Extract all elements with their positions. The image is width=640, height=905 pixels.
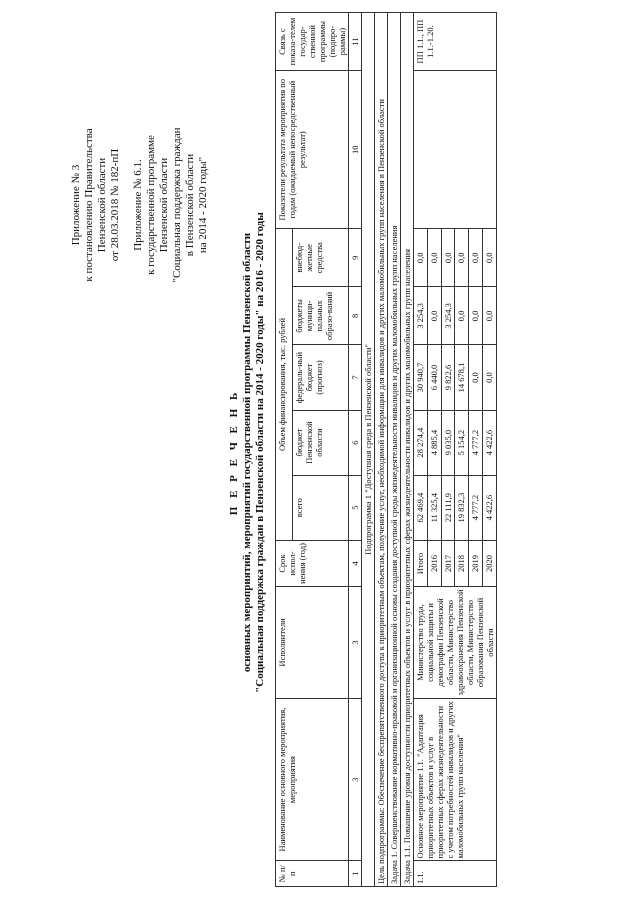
row-federal: 6 440,0 <box>427 345 441 410</box>
row-regional: 4 885,4 <box>427 410 441 475</box>
title-line: "Социальная поддержка граждан в Пензенской области на 2014 - 2020 годы" на 2016 - 2020 годы <box>254 212 266 693</box>
task-row: Задача 1. Совершенствование нормативно-правовой и организационной основы создания доступной среды жизнедеятельности инвалидов и других маломобильных групп населения <box>388 13 401 887</box>
subprogram-row: Подпрограмма 1 "Доступная среда в Пензенской области" <box>362 13 375 887</box>
annex-line: Пензенской области <box>158 157 170 253</box>
header-regional: бюджет Пензенской области <box>292 410 348 475</box>
row-municipal: 0,0 <box>427 287 441 345</box>
colnum: 7 <box>349 345 362 410</box>
row-year: 2016 <box>427 540 441 586</box>
row-total: 4 422,6 <box>483 475 497 540</box>
colnum: 9 <box>349 229 362 287</box>
row-municipal: 3 254,3 <box>414 287 428 345</box>
header-link: Связь с показа-телем государ-ственной программы (подпро-раммы) <box>276 13 349 71</box>
colnum: 1 <box>349 861 362 887</box>
header-exec: Исполнители <box>276 587 349 699</box>
annex-line: к государственной программе <box>145 135 157 275</box>
row-regional: 28 274,4 <box>414 410 428 475</box>
row-year: 2018 <box>455 540 469 586</box>
header-total: всего <box>292 475 348 540</box>
header-term: Срок испол-нения (год) <box>276 540 349 586</box>
row-offbudget: 0,0 <box>441 229 455 287</box>
row-offbudget: 0,0 <box>483 229 497 287</box>
measures-table <box>275 12 497 887</box>
row-total: 4 777,2 <box>469 475 483 540</box>
row-regional: 4 422,6 <box>483 410 497 475</box>
colnum: 3 <box>349 698 362 861</box>
row-year: 2019 <box>469 540 483 586</box>
row-offbudget: 0,0 <box>427 229 441 287</box>
colnum: 10 <box>349 71 362 229</box>
header-municipal: бюджеты муници-пальных образо-ваний <box>292 287 348 345</box>
row-total: 62 469,4 <box>414 475 428 540</box>
goal-row: Цель подпрограммы: Обеспечение беспрепятственного доступа к приоритетным объектам, получение услуг, необходимой информации для инвалидов и других маломобильных групп населения в Пензенской области <box>375 13 388 887</box>
header-num: № п/п <box>276 861 349 887</box>
row-indicators <box>414 71 497 229</box>
row-total: 11 325,4 <box>427 475 441 540</box>
colnum: 8 <box>349 287 362 345</box>
annex-line: на 2014 - 2020 годы" <box>197 156 209 254</box>
header-offbudget: внебюд-жетные средства <box>292 229 348 287</box>
row-municipal: 3 254,3 <box>441 287 455 345</box>
colnum: 6 <box>349 410 362 475</box>
row-offbudget: 0,0 <box>455 229 469 287</box>
row-name: Основное мероприятие 1.1. "Адаптация приоритетных объектов и услуг в приоритетных сферах жизнедеятельности с учетом потребностей инвалидов и других маломобильных групп населения" <box>414 698 497 861</box>
annex-line: к постановлению Правительства <box>83 128 95 282</box>
colnum: 11 <box>349 13 362 71</box>
row-federal: 9 822,6 <box>441 345 455 410</box>
header-name: Наименование основного мероприятия, мероприятия <box>276 698 349 861</box>
row-offbudget: 0,0 <box>469 229 483 287</box>
title-line: основных мероприятий, мероприятий государственной программы Пензенской области <box>241 232 253 673</box>
row-regional: 5 154,2 <box>455 410 469 475</box>
row-offbudget: 0,0 <box>414 229 428 287</box>
colnum: 4 <box>349 540 362 586</box>
table-row <box>414 13 428 887</box>
row-num: 1.1. <box>414 861 497 887</box>
row-federal: 14 678,1 <box>455 345 469 410</box>
annex-block <box>70 75 210 335</box>
row-link: ПП 1.1., ПП 1.1.-1.20. <box>414 13 497 71</box>
subtask-row: Задача 1.1. Повышение уровня доступности приоритетных объектов и услуг в приоритетных сферах жизнедеятельности инвалидов и других маломобильных групп населения <box>401 13 414 887</box>
document-title <box>228 0 267 905</box>
header-federal: федераль-ный бюджет (прогноз) <box>292 345 348 410</box>
row-federal: 0,0 <box>483 345 497 410</box>
row-municipal: 0,0 <box>483 287 497 345</box>
header-funding: Объем финансирования, тыс. рублей <box>276 229 293 540</box>
row-total: 19 832,3 <box>455 475 469 540</box>
row-regional: 4 777,2 <box>469 410 483 475</box>
annex-line: от 28.03.2018 № 182-пП <box>109 148 121 262</box>
annex-line: Приложение № 6.1. <box>132 159 144 251</box>
row-federal: 0,0 <box>469 345 483 410</box>
row-year: Итого <box>414 540 428 586</box>
header-indicators: Показатели результата мероприятия по годам (ожидаемый непосредственный результат) <box>276 71 349 229</box>
annex-line: в Пензенской области <box>184 153 196 257</box>
annex-line: Приложение № 3 <box>70 164 82 246</box>
row-year: 2017 <box>441 540 455 586</box>
row-total: 22 111,9 <box>441 475 455 540</box>
colnum: 5 <box>349 475 362 540</box>
annex-line: Пензенской области <box>96 157 108 253</box>
row-year: 2020 <box>483 540 497 586</box>
row-exec: Министерство труда, социальной защиты и демографии Пензенской области, Министерство здравоохранения Пензенской области, Министерство образования Пензенской области <box>414 587 497 699</box>
row-regional: 9 035,0 <box>441 410 455 475</box>
row-federal: 30 940,7 <box>414 345 428 410</box>
title-line: П Е Р Е Ч Е Н Ь <box>228 389 240 516</box>
row-municipal: 0,0 <box>469 287 483 345</box>
row-municipal: 0,0 <box>455 287 469 345</box>
annex-line: "Социальная поддержка граждан <box>171 127 183 283</box>
colnum: 3 <box>349 587 362 699</box>
